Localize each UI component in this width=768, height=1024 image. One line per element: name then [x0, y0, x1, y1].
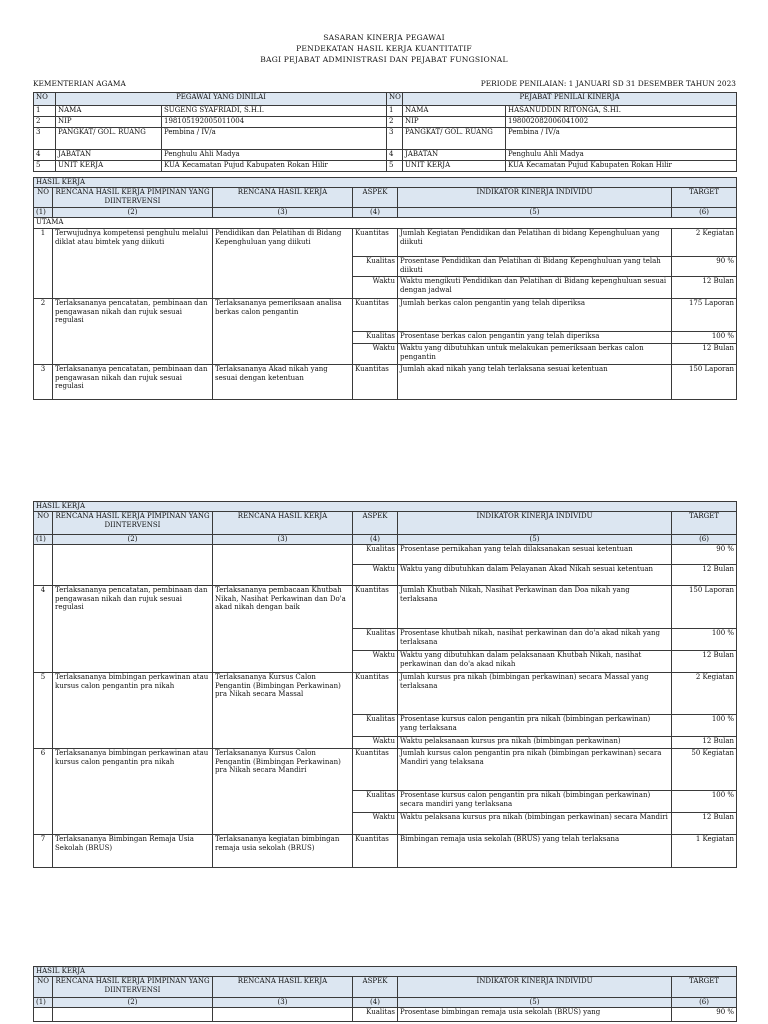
item-target: 90 % — [672, 257, 737, 277]
col-pimpinan: RENCANA HASIL KERJA PIMPINAN YANG DIINTERVENSI — [53, 977, 213, 998]
item-aspek: Waktu — [353, 565, 398, 586]
item-indikator: Jumlah Khutbah Nikah, Nasihat Perkawinan dan Doa nikah yang terlaksana — [398, 586, 672, 629]
identity-row — [34, 161, 737, 172]
table-row — [34, 545, 737, 565]
penilai-jabatan: Penghulu Ahli Madya — [506, 150, 737, 161]
item-target: 12 Bulan — [672, 651, 737, 673]
item-target: 12 Bulan — [672, 737, 737, 749]
col-indikator: INDIKATOR KINERJA INDIVIDU — [398, 977, 672, 998]
pegawai-nip: 198105192005011004 — [162, 117, 387, 128]
identity-table — [33, 92, 737, 172]
identity-row — [34, 117, 737, 128]
item-indikator: Jumlah berkas calon pengantin yang telah diperiksa — [398, 299, 672, 332]
item-target: 90 % — [672, 545, 737, 565]
col-aspek: ASPEK — [353, 977, 398, 998]
row-no: 1 — [387, 106, 403, 117]
item-target: 100 % — [672, 629, 737, 651]
row-label: UNIT KERJA — [56, 161, 162, 172]
item-no: 5 — [34, 673, 53, 749]
row-label: NIP — [56, 117, 162, 128]
row-label: PANGKAT/ GOL. RUANG — [403, 128, 506, 150]
item-indikator: Prosentase pernikahan yang telah dilaksanakan sesuai ketentuan — [398, 545, 672, 565]
col-rencana: RENCANA HASIL KERJA — [213, 977, 353, 998]
col-indikator: INDIKATOR KINERJA INDIVIDU — [398, 188, 672, 208]
item-aspek: Kuantitas — [353, 586, 398, 629]
item-indikator: Waktu pelaksanaan kursus pra nikah (bimbingan perkawinan) — [398, 737, 672, 749]
row-label: JABATAN — [403, 150, 506, 161]
item-aspek: Kualitas — [353, 332, 398, 344]
row-no: 2 — [387, 117, 403, 128]
col-num: (5) — [398, 998, 672, 1008]
penilai-nip: 198002082006041002 — [506, 117, 737, 128]
item-indikator: Jumlah akad nikah yang telah terlaksana sesuai ketentuan — [398, 365, 672, 400]
pegawai-pangkat: Pembina / IV/a — [162, 128, 387, 150]
item-rencana: Terlaksananya Kursus Calon Pengantin (Bimbingan Perkawinan) pra Nikah secara Mandiri — [213, 749, 353, 835]
item-pimpinan: Terlaksananya pencatatan, pembinaan dan pengawasan nikah dan rujuk sesuai regulasi — [53, 586, 213, 673]
item-pimpinan: Terlaksananya Bimbingan Remaja Usia Sekolah (BRUS) — [53, 835, 213, 868]
penilai-title: PEJABAT PENILAI KINERJA — [403, 93, 737, 106]
col-no: NO — [34, 188, 53, 208]
row-label: UNIT KERJA — [403, 161, 506, 172]
identity-row — [34, 128, 737, 150]
col-num: (3) — [213, 998, 353, 1008]
item-rencana: Terlaksananya Akad nikah yang sesuai dengan ketentuan — [213, 365, 353, 400]
item-aspek: Kuantitas — [353, 229, 398, 257]
item-pimpinan: Terlaksananya pencatatan, pembinaan dan pengawasan nikah dan rujuk sesuai regulasi — [53, 365, 213, 400]
section-hasil-kerja: HASIL KERJA — [34, 502, 737, 512]
col-indikator: INDIKATOR KINERJA INDIVIDU — [398, 512, 672, 535]
col-num: (3) — [213, 208, 353, 218]
item-aspek: Waktu — [353, 737, 398, 749]
row-label: PANGKAT/ GOL. RUANG — [56, 128, 162, 150]
row-no: 4 — [34, 150, 56, 161]
identity-row — [34, 106, 737, 117]
table-row — [34, 1008, 737, 1022]
item-target: 100 % — [672, 715, 737, 737]
col-no: NO — [34, 93, 56, 106]
item-no: 7 — [34, 835, 53, 868]
table-row — [34, 229, 737, 257]
item-indikator: Jumlah kursus pra nikah (bimbingan perkawinan) secara Massal yang terlaksana — [398, 673, 672, 715]
item-target: 150 Laporan — [672, 586, 737, 629]
hasil-kerja-table-1 — [33, 177, 737, 400]
item-aspek: Waktu — [353, 813, 398, 835]
item-rencana: Pendidikan dan Pelatihan di Bidang Kepenghuluan yang diikuti — [213, 229, 353, 299]
section-hasil-kerja: HASIL KERJA — [34, 178, 737, 188]
item-aspek: Waktu — [353, 344, 398, 365]
col-num: (4) — [353, 998, 398, 1008]
item-indikator: Prosentase khutbah nikah, nasihat perkawinan dan do'a akad nikah yang terlaksana — [398, 629, 672, 651]
item-aspek: Kuantitas — [353, 835, 398, 868]
row-no: 2 — [34, 117, 56, 128]
item-aspek: Kuantitas — [353, 365, 398, 400]
table-row — [34, 586, 737, 629]
col-num: (4) — [353, 535, 398, 545]
item-indikator: Waktu mengikuti Pendidikan dan Pelatihan di Bidang kepenghuluan sesuai dengan jadwal — [398, 277, 672, 299]
row-no: 4 — [387, 150, 403, 161]
col-num: (6) — [672, 998, 737, 1008]
item-target: 12 Bulan — [672, 344, 737, 365]
item-indikator: Prosentase kursus calon pengantin pra nikah (bimbingan perkawinan) secara mandiri yang terlaksana — [398, 791, 672, 813]
item-indikator: Bimbingan remaja usia sekolah (BRUS) yang telah terlaksana — [398, 835, 672, 868]
col-no: NO — [34, 977, 53, 998]
row-no: 1 — [34, 106, 56, 117]
doc-title-line-2: PENDEKATAN HASIL KERJA KUANTITATIF — [296, 44, 472, 53]
table-row — [34, 835, 737, 868]
item-aspek: Kuantitas — [353, 749, 398, 791]
pegawai-jabatan: Penghulu Ahli Madya — [162, 150, 387, 161]
item-aspek: Kualitas — [353, 1008, 398, 1022]
row-no: 5 — [387, 161, 403, 172]
table-row — [34, 749, 737, 791]
item-indikator: Prosentase kursus calon pengantin pra nikah (bimbingan perkawinan) yang terlaksana — [398, 715, 672, 737]
col-num: (4) — [353, 208, 398, 218]
col-target: TARGET — [672, 188, 737, 208]
item-target: 150 Laporan — [672, 365, 737, 400]
item-aspek: Kualitas — [353, 715, 398, 737]
item-target: 2 Kegiatan — [672, 229, 737, 257]
col-aspek: ASPEK — [353, 512, 398, 535]
col-rencana: RENCANA HASIL KERJA — [213, 188, 353, 208]
item-indikator: Waktu yang dibutuhkan dalam Pelayanan Akad Nikah sesuai ketentuan — [398, 565, 672, 586]
item-rencana: Terlaksananya kegiatan bimbingan remaja usia sekolah (BRUS) — [213, 835, 353, 868]
item-pimpinan: Terlaksananya bimbingan perkawinan atau kursus calon pengantin pra nikah — [53, 749, 213, 835]
row-no: 3 — [34, 128, 56, 150]
penilai-nama: HASANUDDIN RITONGA, S.HI. — [506, 106, 737, 117]
item-pimpinan: Terlaksananya pencatatan, pembinaan dan pengawasan nikah dan rujuk sesuai regulasi — [53, 299, 213, 365]
pegawai-nama: SUGENG SYAFRIADI, S.H.I. — [162, 106, 387, 117]
item-aspek: Kualitas — [353, 791, 398, 813]
item-indikator: Prosentase Pendidikan dan Pelatihan di Bidang Kepenghuluan yang telah diikuti — [398, 257, 672, 277]
item-target: 175 Laporan — [672, 299, 737, 332]
item-indikator: Waktu yang dibutuhkan untuk melakukan pemeriksaan berkas calon pengantin — [398, 344, 672, 365]
col-rencana: RENCANA HASIL KERJA — [213, 512, 353, 535]
item-rencana: Terlaksananya pembacaan Khutbah Nikah, Nasihat Perkawinan dan Do'a akad nikah dengan baik — [213, 586, 353, 673]
item-pimpinan: Terwujudnya kompetensi penghulu melalui diklat atau bimtek yang diikuti — [53, 229, 213, 299]
hasil-kerja-table-2 — [33, 501, 737, 868]
pegawai-unit: KUA Kecamatan Pujud Kabupaten Rokan Hilir — [162, 161, 387, 172]
item-rencana: Terlaksananya Kursus Calon Pengantin (Bimbingan Perkawinan) pra Nikah secara Massal — [213, 673, 353, 749]
item-indikator: Jumlah Kegiatan Pendidikan dan Pelatihan di bidang Kepenghuluan yang diikuti — [398, 229, 672, 257]
item-aspek: Kuantitas — [353, 299, 398, 332]
col-aspek: ASPEK — [353, 188, 398, 208]
item-target: 12 Bulan — [672, 565, 737, 586]
row-label: NIP — [403, 117, 506, 128]
col-no-right: NO — [387, 93, 403, 106]
pegawai-title: PEGAWAI YANG DINILAI — [56, 93, 387, 106]
table-row — [34, 673, 737, 715]
col-pimpinan: RENCANA HASIL KERJA PIMPINAN YANG DIINTERVENSI — [53, 512, 213, 535]
item-indikator: Waktu pelaksana kursus pra nikah (bimbingan perkawinan) secara Mandiri — [398, 813, 672, 835]
item-rencana: Terlaksananya pemeriksaan analisa berkas calon pengantin — [213, 299, 353, 365]
table-row — [34, 365, 737, 400]
item-target: 100 % — [672, 791, 737, 813]
penilai-pangkat: Pembina / IV/a — [506, 128, 737, 150]
col-num: (6) — [672, 535, 737, 545]
col-num: (1) — [34, 208, 53, 218]
col-num: (2) — [53, 535, 213, 545]
item-pimpinan: Terlaksananya bimbingan perkawinan atau kursus calon pengantin pra nikah — [53, 673, 213, 749]
item-target: 90 % — [672, 1008, 737, 1022]
section-hasil-kerja: HASIL KERJA — [34, 967, 737, 977]
item-target: 2 Kegiatan — [672, 673, 737, 715]
item-target: 12 Bulan — [672, 277, 737, 299]
col-num: (3) — [213, 535, 353, 545]
item-target: 1 Kegiatan — [672, 835, 737, 868]
item-indikator: Waktu yang dibutuhkan dalam pelaksanaan Khutbah Nikah, nasihat perkawinan dan do'a akad nikah — [398, 651, 672, 673]
item-aspek: Waktu — [353, 651, 398, 673]
col-num: (2) — [53, 998, 213, 1008]
col-no: NO — [34, 512, 53, 535]
identity-row — [34, 150, 737, 161]
row-label: NAMA — [403, 106, 506, 117]
table-row — [34, 299, 737, 332]
item-target: 50 Kegiatan — [672, 749, 737, 791]
item-aspek: Waktu — [353, 277, 398, 299]
item-no: 4 — [34, 586, 53, 673]
section-utama: UTAMA — [34, 218, 737, 229]
row-no: 3 — [387, 128, 403, 150]
col-num: (5) — [398, 535, 672, 545]
col-num: (1) — [34, 535, 53, 545]
item-no: 3 — [34, 365, 53, 400]
item-no: 1 — [34, 229, 53, 299]
periode-label: PERIODE PENILAIAN: 1 JANUARI SD 31 DESEMBER TAHUN 2023 — [480, 79, 736, 88]
row-no: 5 — [34, 161, 56, 172]
item-no: 6 — [34, 749, 53, 835]
item-aspek: Kualitas — [353, 629, 398, 651]
col-num: (1) — [34, 998, 53, 1008]
doc-title-line-1: SASARAN KINERJA PEGAWAI — [323, 33, 445, 42]
item-target: 12 Bulan — [672, 813, 737, 835]
item-no: 2 — [34, 299, 53, 365]
item-aspek: Kualitas — [353, 257, 398, 277]
penilai-unit: KUA Kecamatan Pujud Kabupaten Rokan Hilir — [506, 161, 737, 172]
doc-title-line-3: BAGI PEJABAT ADMINISTRASI DAN PEJABAT FUNGSIONAL — [260, 55, 508, 64]
hasil-kerja-table-3 — [33, 966, 737, 1022]
item-aspek: Kualitas — [353, 545, 398, 565]
item-aspek: Kuantitas — [353, 673, 398, 715]
row-label: NAMA — [56, 106, 162, 117]
col-target: TARGET — [672, 512, 737, 535]
col-num: (5) — [398, 208, 672, 218]
col-num: (2) — [53, 208, 213, 218]
col-pimpinan: RENCANA HASIL KERJA PIMPINAN YANG DIINTERVENSI — [53, 188, 213, 208]
item-indikator: Prosentase berkas calon pengantin yang telah diperiksa — [398, 332, 672, 344]
item-indikator: Prosentase bimbingan remaja usia sekolah (BRUS) yang — [398, 1008, 672, 1022]
item-target: 100 % — [672, 332, 737, 344]
col-target: TARGET — [672, 977, 737, 998]
col-num: (6) — [672, 208, 737, 218]
instansi-label: KEMENTERIAN AGAMA — [33, 79, 126, 88]
row-label: JABATAN — [56, 150, 162, 161]
item-indikator: Jumlah kursus calon pengantin pra nikah (bimbingan perkawinan) secara Mandiri yang telaksana — [398, 749, 672, 791]
